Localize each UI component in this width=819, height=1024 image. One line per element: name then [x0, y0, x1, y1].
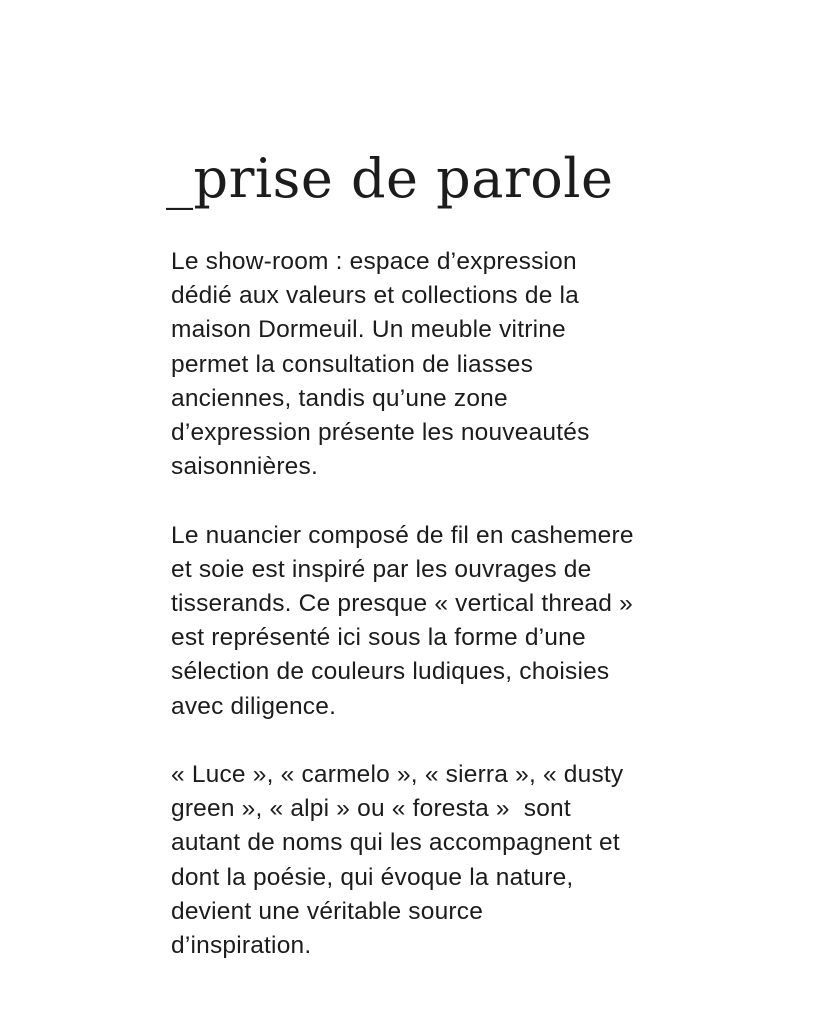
text-line: « Luce », « carmelo », « sierra », « dusty — [171, 761, 624, 789]
text-line: tisserands. Ce presque « vertical thread » — [171, 590, 633, 618]
text-line: d’expression présente les nouveautés — [171, 419, 590, 447]
text-line: saisonnières. — [171, 453, 318, 481]
text-line: autant de noms qui les accompagnent et — [171, 829, 620, 857]
text-line: Le show-room : espace d’expression — [171, 248, 577, 275]
text-line: permet la consultation de liasses — [171, 350, 534, 378]
text-line: devient une véritable source — [171, 897, 484, 925]
text-line: avec diligence. — [171, 692, 337, 720]
body-text — [171, 245, 771, 997]
paragraph-nuancier — [171, 519, 771, 724]
text-line: et soie est inspiré par les ouvrages de — [171, 555, 592, 583]
text-line: Le nuancier composé de fil en cashemere — [171, 521, 634, 549]
text-line: d’inspiration. — [171, 932, 312, 960]
text-line: sélection de couleurs ludiques, choisies — [171, 658, 610, 686]
text-line: dédié aux valeurs et collections de la — [171, 282, 580, 310]
text-line: anciennes, tandis qu’une zone — [171, 384, 508, 412]
paragraph-showroom — [171, 245, 771, 484]
text-line: est représenté ici sous la forme d’une — [171, 624, 586, 652]
paragraph-color-names — [171, 758, 771, 963]
page-title: _prise de parole — [166, 147, 614, 210]
text-line: maison Dormeuil. Un meuble vitrine — [171, 316, 566, 344]
text-line: dont la poésie, qui évoque la nature, — [171, 863, 574, 891]
text-line: green », « alpi » ou « foresta » sont — [171, 795, 571, 823]
